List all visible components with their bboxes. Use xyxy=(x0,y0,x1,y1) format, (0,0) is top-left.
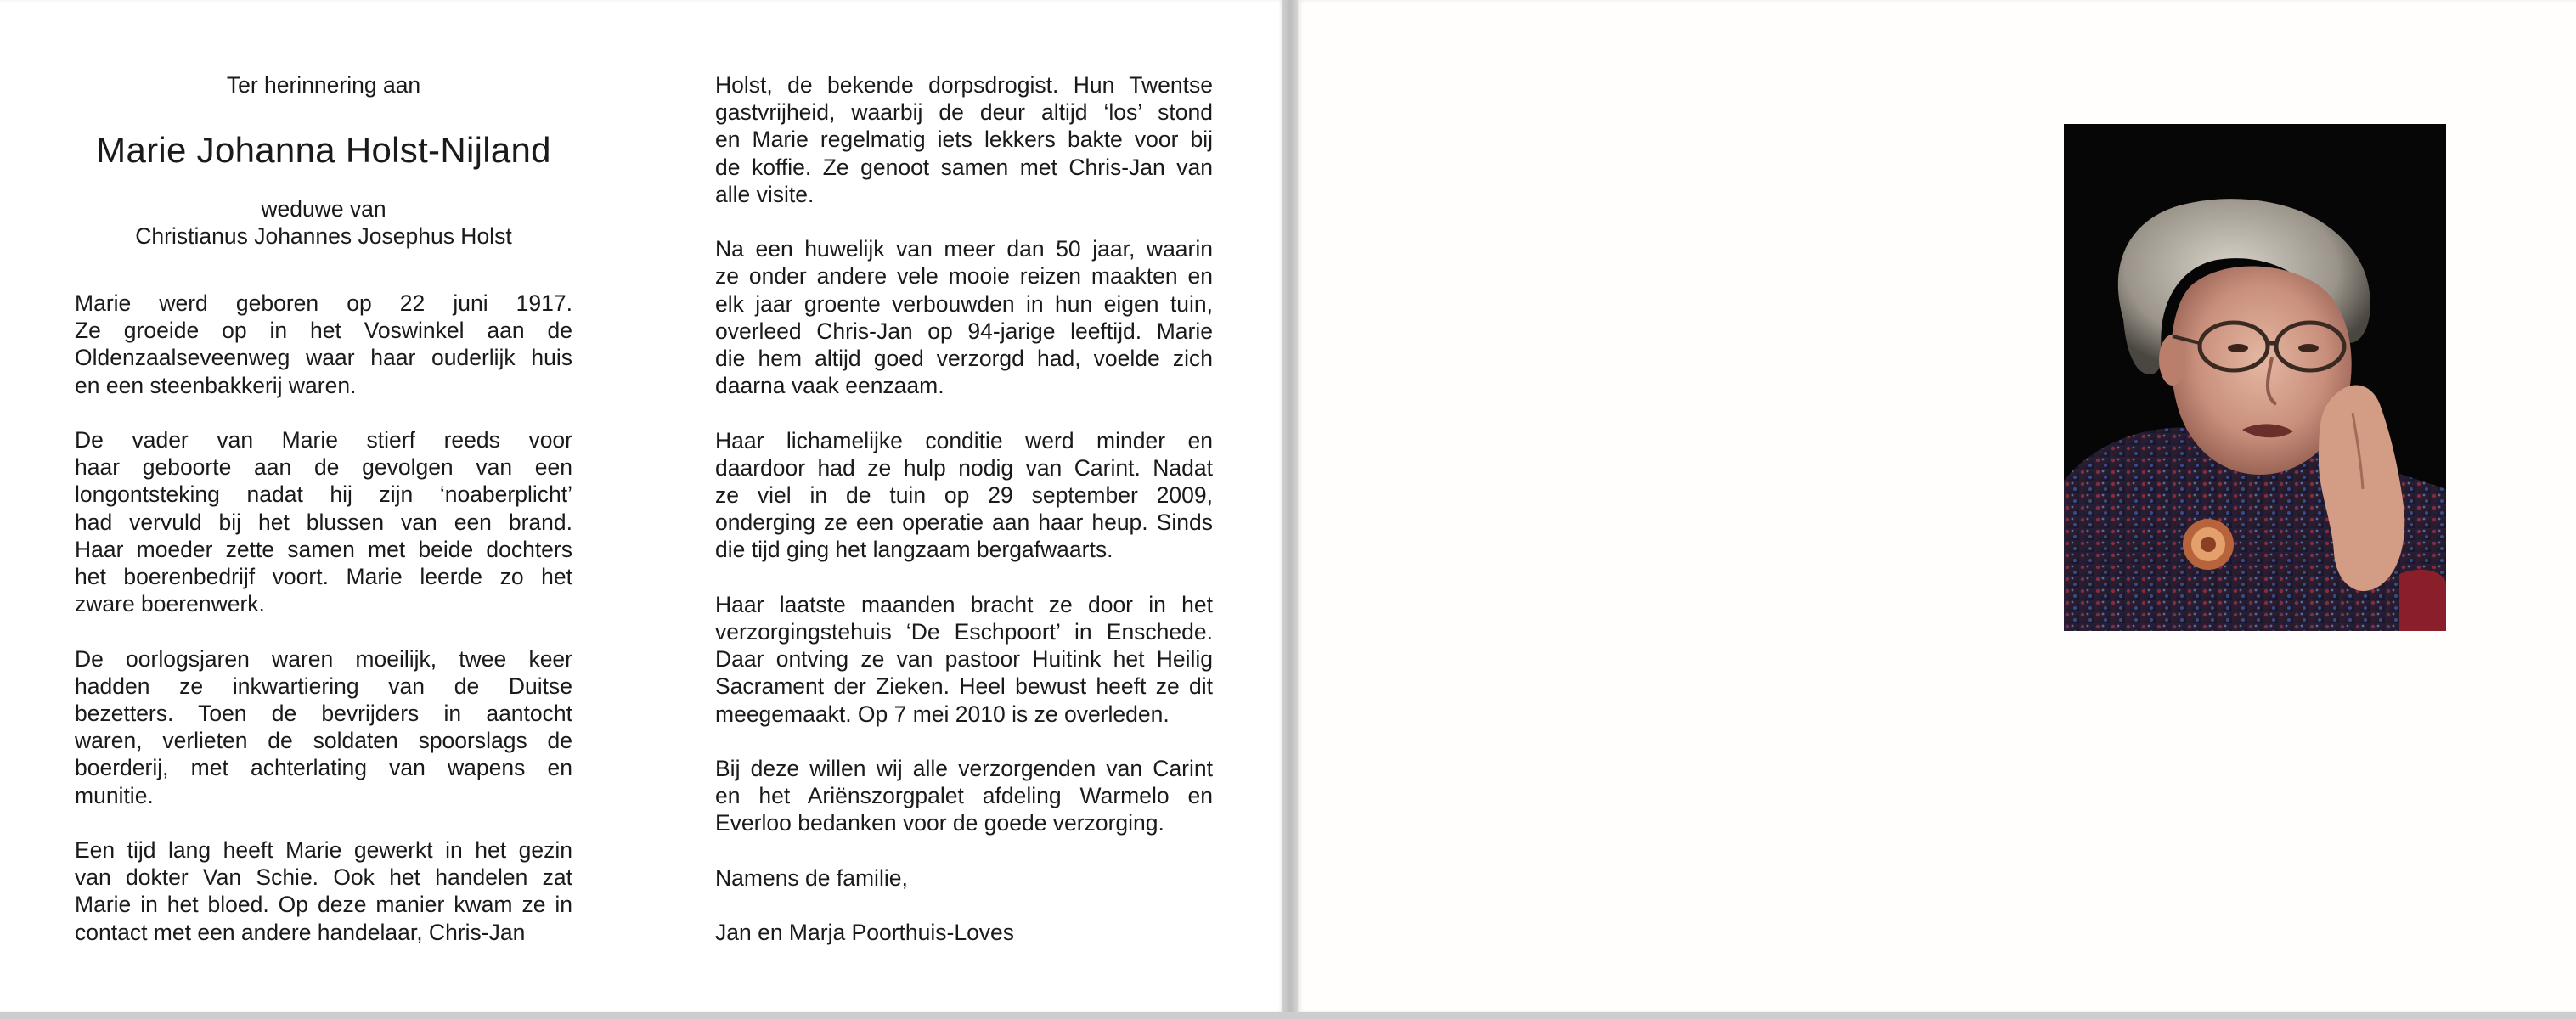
portrait-photo xyxy=(2064,124,2446,631)
text-line: Bij deze willen wij alle verzorgenden van Carint xyxy=(715,756,1213,781)
text-line: De oorlogsjaren waren moeilijk, twee keer xyxy=(75,645,572,672)
spouse-name: Christianus Johannes Josephus Holst xyxy=(135,223,512,249)
text-line: Haar laatste maanden bracht ze door in het xyxy=(715,591,1213,617)
text-line: Jan en Marja Poorthuis-Loves xyxy=(715,920,1015,946)
widow-of-line: weduwe van xyxy=(261,196,386,222)
text-line: Everloo bedanken voor de goede verzorging. xyxy=(715,810,1164,836)
text-line: daarna vaak eenzaam. xyxy=(715,373,944,399)
text-line: onderging ze een operatie aan haar heup. Sinds xyxy=(715,510,1213,536)
text-line: ze viel in de tuin op 29 september 2009, xyxy=(715,481,1213,508)
card-fold xyxy=(1282,0,1298,1019)
text-line: contact met een andere handelaar, Chris-Jan xyxy=(75,919,526,945)
text-line: De vader van Marie stierf reeds voor xyxy=(75,427,572,453)
text-line: daardoor had ze hulp nodig van Carint. Nadat xyxy=(715,454,1213,481)
paragraph xyxy=(715,235,1213,399)
paragraph xyxy=(715,919,1213,946)
text-line: Haar lichamelijke conditie werd minder en xyxy=(715,427,1213,453)
text-line: Sacrament der Zieken. Heel bewust heeft ze dit xyxy=(715,673,1213,700)
text-line: Marie werd geboren op 22 juni 1917. xyxy=(75,290,572,316)
text-line: die tijd ging het langzaam bergafwaarts. xyxy=(715,537,1113,563)
text-line: gastvrijheid, waarbij de deur altijd ‘los’ stond xyxy=(715,99,1213,126)
text-line: had vervuld bij het blussen van een brand. xyxy=(75,509,572,535)
paragraph xyxy=(715,71,1213,208)
text-line: elk jaar groente verbouwden in hun eigen tuin, xyxy=(715,290,1213,317)
card-inside-left-panel xyxy=(0,0,1282,1012)
paragraph xyxy=(75,836,572,946)
text-line: bezetters. Toen de bevrijders in aantocht xyxy=(75,700,572,726)
text-line: Ze groeide op in het Voswinkel aan de xyxy=(75,318,572,344)
scan-bottom-edge xyxy=(0,1012,2576,1019)
text-line: Oldenzaalseveenweg waar haar ouderlijk huis xyxy=(75,345,572,371)
paragraph xyxy=(75,290,572,399)
text-line: ze onder andere vele mooie reizen maakten en xyxy=(715,263,1213,290)
text-line: Holst, de bekende dorpsdrogist. Hun Twentse xyxy=(715,72,1213,98)
paragraph xyxy=(715,427,1213,564)
text-line: de koffie. Ze genoot samen met Chris-Jan van xyxy=(715,154,1213,180)
text-line: van dokter Van Schie. Ook het handelen zat xyxy=(75,864,572,891)
text-line: en een steenbakkerij waren. xyxy=(75,372,357,398)
text-line: waren, verlieten de soldaten spoorslags de xyxy=(75,728,572,754)
text-line: zware boerenwerk. xyxy=(75,591,265,617)
text-line: Namens de familie, xyxy=(715,864,908,891)
text-line: het boerenbedrijf voort. Marie leerde zo het xyxy=(75,563,572,589)
text-line: verzorgingstehuis ‘De Eschpoort’ in Enschede. xyxy=(715,618,1213,645)
paragraph xyxy=(715,591,1213,728)
portrait-illustration xyxy=(2064,124,2446,631)
paragraph xyxy=(715,864,1213,892)
text-line: munitie. xyxy=(75,782,154,808)
intro-line: Ter herinnering aan xyxy=(226,72,421,98)
paragraph xyxy=(75,645,572,809)
text-line: overleed Chris-Jan op 94-jarige leeftijd. Marie xyxy=(715,318,1213,344)
text-line: longontsteking nadat hij zijn ‘noaberplicht’ xyxy=(75,481,572,508)
text-line: Een tijd lang heeft Marie gewerkt in het gezin xyxy=(75,837,572,863)
paragraph xyxy=(715,755,1213,837)
text-line: boerderij, met achterlating van wapens en xyxy=(75,755,572,781)
text-line: hadden ze inkwartiering van de Duitse xyxy=(75,673,572,699)
text-line: Haar moeder zette samen met beide dochters xyxy=(75,536,572,562)
text-line: Daar ontving ze van pastoor Huitink het Heilig xyxy=(715,646,1213,673)
text-line: die hem altijd goed verzorgd had, voelde zich xyxy=(715,345,1213,371)
text-line: alle visite. xyxy=(715,181,815,207)
text-line: en Marie regelmatig iets lekkers bakte voor bij xyxy=(715,127,1213,153)
text-line: meegemaakt. Op 7 mei 2010 is ze overleden. xyxy=(715,701,1170,727)
paragraph xyxy=(75,426,572,617)
text-line: Na een huwelijk van meer dan 50 jaar, waarin xyxy=(715,236,1213,262)
text-line: haar geboorte aan de gevolgen van een xyxy=(75,454,572,481)
text-line: Marie in het bloed. Op deze manier kwam ze in xyxy=(75,892,572,918)
deceased-name: Marie Johanna Holst-Nijland xyxy=(96,130,551,170)
text-line: en het Ariënszorgpalet afdeling Warmelo en xyxy=(715,783,1213,809)
